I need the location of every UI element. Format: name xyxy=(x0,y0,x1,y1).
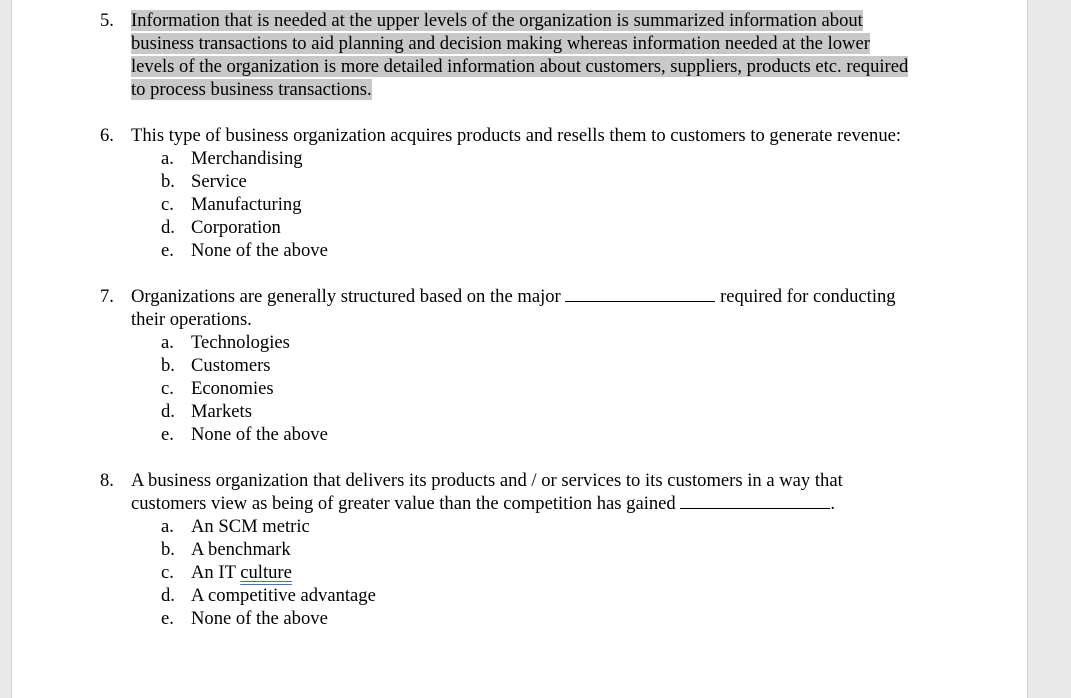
question-number: 8. xyxy=(100,470,114,491)
answer-option[interactable]: a. Merchandising xyxy=(161,148,303,169)
question-text-line[interactable]: business transactions to aid planning and decision making whereas information needed at the lower xyxy=(131,33,870,54)
fill-in-blank[interactable] xyxy=(680,492,830,509)
answer-option[interactable]: d. Corporation xyxy=(161,217,281,238)
question-text-line[interactable]: customers view as being of greater value than the competition has gained . xyxy=(131,493,836,514)
answer-option[interactable]: b. Service xyxy=(161,171,247,192)
question-text-line[interactable]: A business organization that delivers its products and / or services to its customers in a way that xyxy=(131,470,843,491)
answer-option[interactable]: d. Markets xyxy=(161,401,252,422)
answer-option[interactable]: e. None of the above xyxy=(161,424,328,445)
question-text-line[interactable]: to process business transactions. xyxy=(131,79,372,100)
answer-option[interactable]: b. Customers xyxy=(161,355,271,376)
answer-option[interactable]: c. Manufacturing xyxy=(161,194,302,215)
question-text-line[interactable]: Information that is needed at the upper levels of the organization is summarized information about xyxy=(131,10,863,31)
question-text-line[interactable]: Organizations are generally structured based on the major required for conducting xyxy=(131,286,896,307)
question-number: 6. xyxy=(100,125,114,146)
answer-option[interactable]: d. A competitive advantage xyxy=(161,585,376,606)
answer-option[interactable]: a. An SCM metric xyxy=(161,516,310,537)
answer-option[interactable]: b. A benchmark xyxy=(161,539,291,560)
question-number: 5. xyxy=(100,10,114,31)
question-text[interactable]: This type of business organization acquires products and resells them to customers to generate revenue: xyxy=(131,125,902,146)
question-text-line[interactable]: their operations. xyxy=(131,309,252,330)
answer-option[interactable]: c. An IT culture xyxy=(161,562,292,583)
document-page xyxy=(11,0,1028,698)
answer-option[interactable]: a. Technologies xyxy=(161,332,290,353)
fill-in-blank[interactable] xyxy=(565,285,715,302)
question-number: 7. xyxy=(100,286,114,307)
answer-option[interactable]: c. Economies xyxy=(161,378,274,399)
answer-option[interactable]: e. None of the above xyxy=(161,240,328,261)
spellcheck-flagged-word[interactable]: culture xyxy=(240,562,292,583)
answer-option[interactable]: e. None of the above xyxy=(161,608,328,629)
question-text-line[interactable]: levels of the organization is more detailed information about customers, suppliers, products etc. required xyxy=(131,56,909,77)
